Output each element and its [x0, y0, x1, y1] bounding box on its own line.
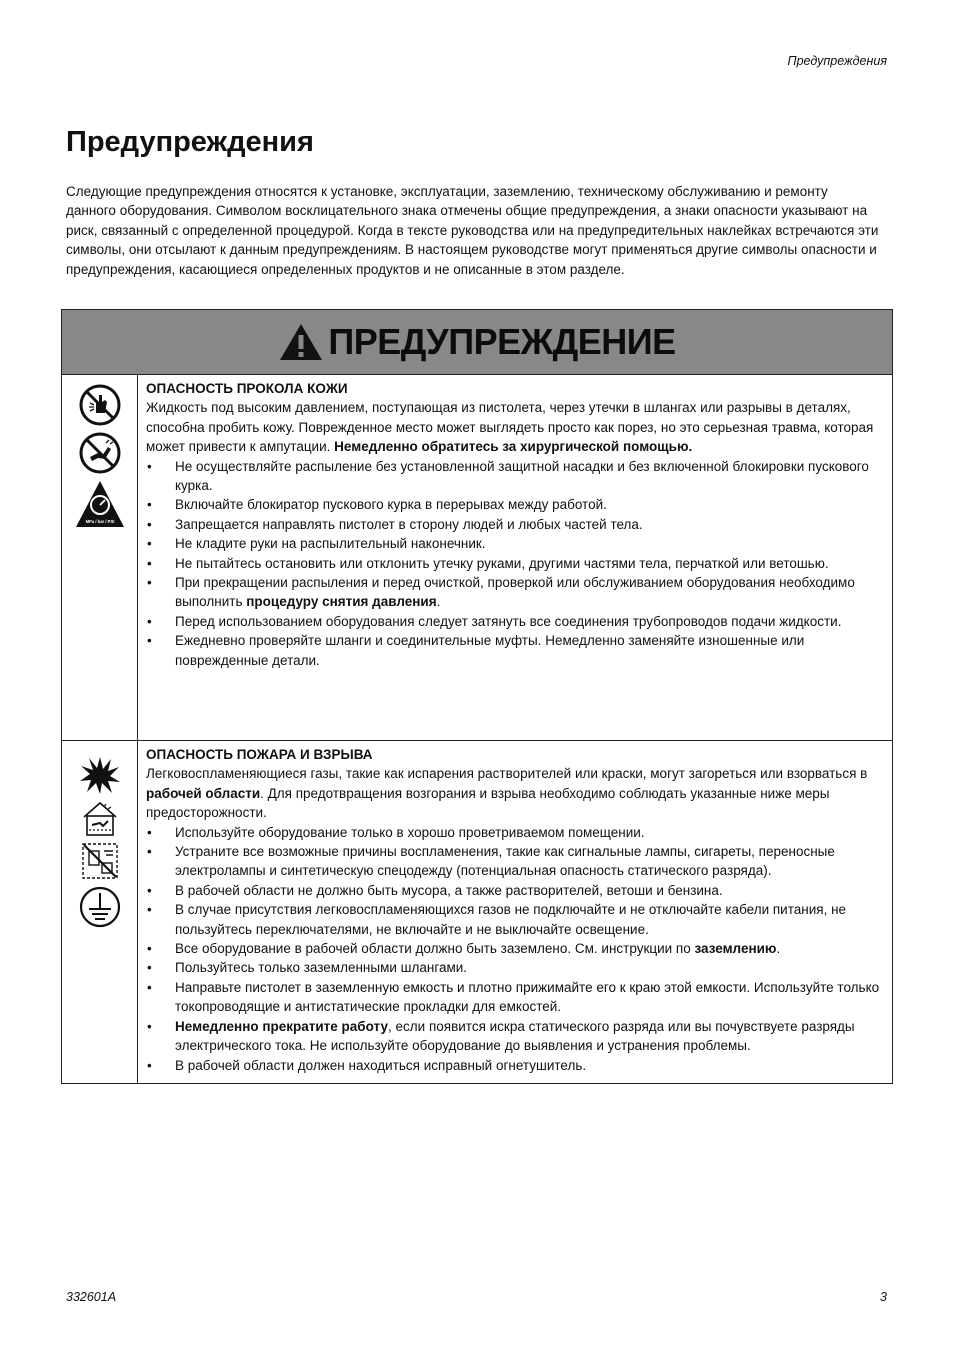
hazard-row-skin-injection — [62, 375, 892, 740]
bullet-item: • В рабочей области должен находиться исправный огнетушитель. — [146, 1056, 882, 1075]
bullet-item: • Не осуществляйте распыление без установленной защитной насадки и без включенной блокировки пускового курка. — [146, 457, 882, 496]
no-spray-at-people-icon — [78, 431, 122, 475]
bullet-item: • Используйте оборудование только в хорошо проветриваемом помещении. — [146, 823, 882, 842]
bullet-item: • Немедленно прекратите работу, если появится искра статического разряда или вы почувствуете разряды электрического тока. Не используйте оборудование до выявления и устранения проблемы. — [146, 1017, 882, 1056]
hazard-description-bold: рабочей области — [146, 785, 261, 801]
bullet-item: • Включайте блокиратор пускового курка в перерывах между работой. — [146, 495, 882, 514]
hazard-title: ОПАСНОСТЬ ПРОКОЛА КОЖИ — [146, 381, 348, 396]
hazard-title: ОПАСНОСТЬ ПОЖАРА И ВЗРЫВА — [146, 747, 373, 762]
hazard-description-bold: Немедленно обратитесь за хирургической помощью. — [334, 439, 693, 455]
no-smoking-sparks-icon — [80, 841, 120, 881]
bullet-item: • Запрещается направлять пистолет в сторону людей и любых частей тела. — [146, 515, 882, 534]
bullet-item: • Все оборудование в рабочей области должно быть заземлено. См. инструкции по заземлению. — [146, 939, 882, 958]
house-fire-icon — [80, 799, 120, 837]
hazard-bullets — [146, 457, 882, 670]
bullet-item: • В случае присутствия легковоспламеняющихся газов не подключайте и не отключайте кабели питания, не пользуйтесь переключателями, не включайте и не выключайте освещение. — [146, 900, 882, 939]
hazard-description: Жидкость под высоким давлением, поступающая из пистолета, через утечки в шлангах или разрывы в деталях, способна пробить кожу. Поврежденное место может выглядеть просто как порез, но это серьезная травма, которая может привести к ампутации. Немедленно обратитесь за хирургической помощью. — [146, 400, 874, 455]
document-number: 332601A — [66, 1290, 117, 1304]
warning-triangle-icon — [278, 322, 324, 362]
gauge-units-label: MPa / bar / PSI — [85, 519, 114, 524]
hazard-description: Легковоспламеняющиеся газы, такие как испарения растворителей или краски, могут загореться или взорваться в рабочей области. Для предотвращения возгорания и взрыва необходимо соблюдать указанные ниже меры предосторожности. — [146, 766, 868, 821]
hazard-text — [138, 375, 892, 740]
hazard-icons — [62, 741, 138, 1083]
bullet-item: • Не пытайтесь остановить или отклонить утечку руками, другими частями тела, перчаткой или ветошью. — [146, 554, 882, 573]
hazard-text — [138, 741, 892, 1083]
pressure-gauge-warning-icon — [74, 479, 126, 529]
bullet-item: • Ежедневно проверяйте шланги и соединительные муфты. Немедленно заменяйте изношенные или поврежденные детали. — [146, 631, 882, 670]
no-hand-spray-icon — [78, 383, 122, 427]
bullet-item: • Перед использованием оборудования следует затянуть все соединения трубопроводов подачи жидкости. — [146, 612, 882, 631]
warning-header-label: ПРЕДУПРЕЖДЕНИЕ — [328, 321, 676, 362]
bullet-item: • Направьте пистолет в заземленную емкость и плотно прижимайте его к краю этой емкости. Используйте только токопроводящие и антистатические прокладки для емкостей. — [146, 978, 882, 1017]
bullet-item: • В рабочей области не должно быть мусора, а также растворителей, ветоши и бензина. — [146, 881, 882, 900]
bullet-item: • При прекращении распыления и перед очисткой, проверкой или обслуживанием оборудования необходимо выполнить процедуру снятия давления. — [146, 573, 882, 612]
running-head: Предупреждения — [787, 54, 887, 68]
ground-icon — [78, 885, 122, 929]
warning-header — [62, 310, 892, 375]
hazard-bullets — [146, 823, 882, 1075]
intro-paragraph: Следующие предупреждения относятся к установке, эксплуатации, заземлению, техническому обслуживанию и ремонту данного оборудования. Символом восклицательного знака отмечены общие предупреждения, а знаки опасности указывают на риск, связанный с определенной процедурой. Когда в тексте руководства или на предупредительных наклейках встречаются эти символы, они отсылают к данным предупреждениям. В настоящем руководстве могут применяться другие символы опасности и предупреждения, касающиеся определенных продуктов и не описанные в этом разделе. — [66, 184, 879, 277]
explosion-icon — [79, 755, 121, 795]
page-number: 3 — [880, 1290, 887, 1304]
hazard-row-fire-explosion — [62, 740, 892, 1083]
page-title: Предупреждения — [66, 126, 314, 158]
warning-table — [61, 309, 893, 1084]
hazard-icons — [62, 375, 138, 740]
bullet-item: • Пользуйтесь только заземленными шлангами. — [146, 958, 882, 977]
bullet-item: • Не кладите руки на распылительный наконечник. — [146, 534, 882, 553]
bullet-item: • Устраните все возможные причины воспламенения, такие как сигнальные лампы, сигареты, переносные электролампы и синтетическую спецодежду (потенциальная опасность статического разряда). — [146, 842, 882, 881]
